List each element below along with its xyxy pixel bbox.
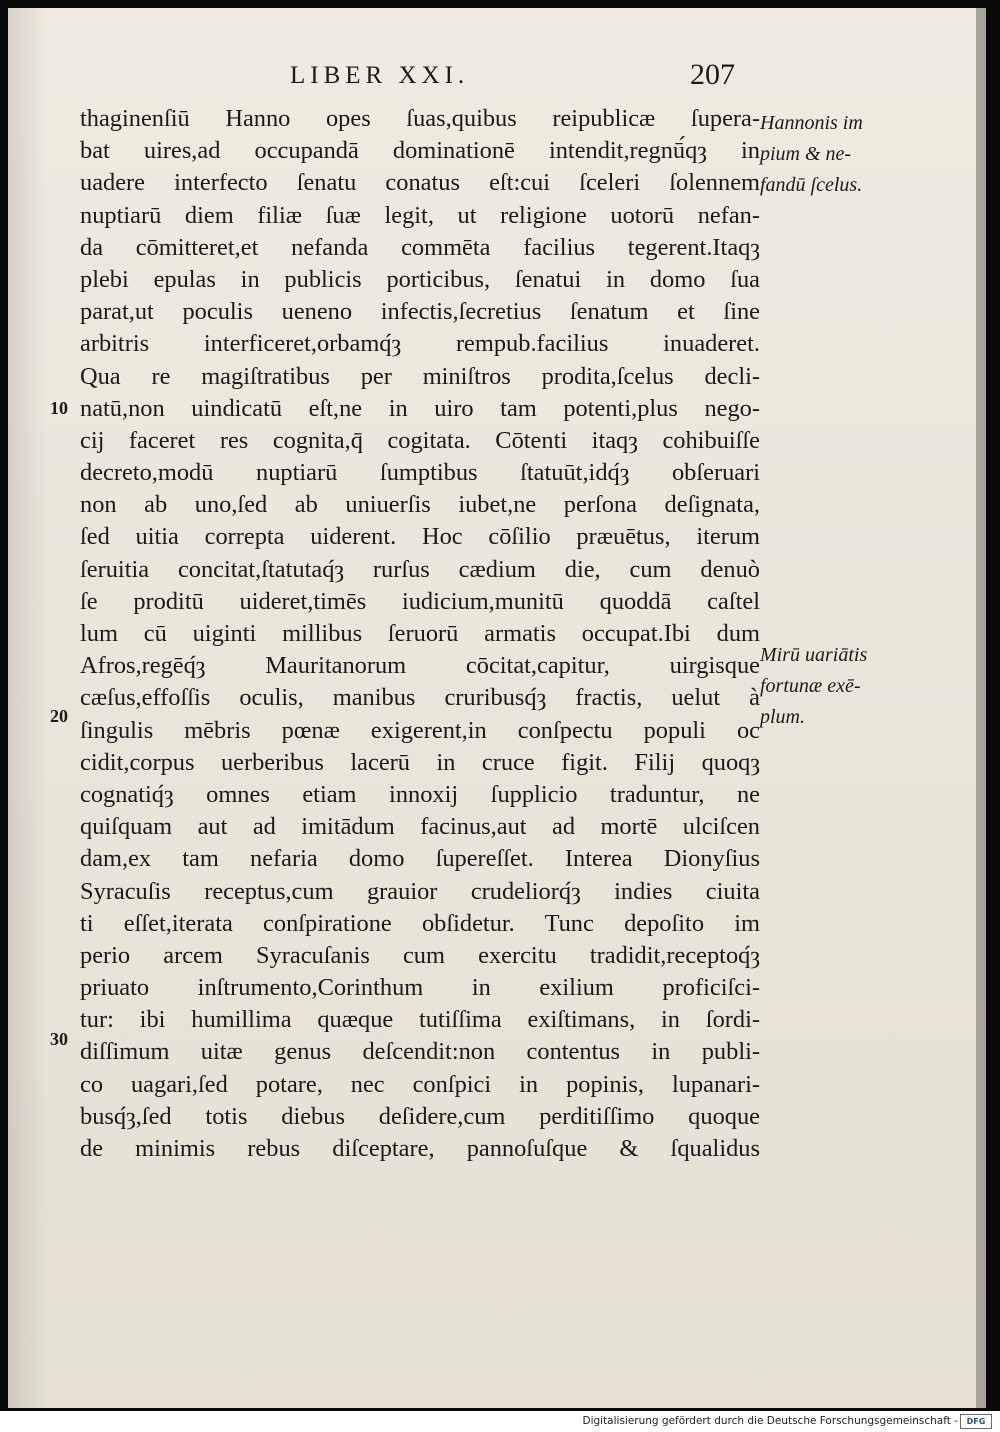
- page-edge: [976, 8, 986, 1408]
- text-line: Afros,regēq́ȝ Mauritanorum cōcitat,capitur, uirgisque: [80, 652, 760, 680]
- running-head: LIBER XXI.: [290, 62, 470, 89]
- text-line: cognatiq́ȝ omnes etiam innoxij ſupplicio traduntur, ne: [80, 780, 760, 808]
- marginal-note-fortune: [760, 640, 867, 733]
- text-line: natū,non uindicatū eſt,ne in uiro tam potenti,plus nego-: [80, 394, 760, 422]
- line-number-10: 10: [50, 398, 68, 418]
- body-text: [80, 103, 760, 1165]
- text-line: thaginenſiū Hanno opes ſuas,quibus reipublicæ ſupera-: [80, 105, 760, 132]
- text-line: arbitris interficeret,orbamq́ȝ rempub.facilius inuaderet.: [80, 330, 760, 358]
- text-line: perio arcem Syracuſanis cum exercitu tradidit,receptoq́ȝ: [80, 941, 760, 969]
- marginal-note-line: Mirū uariātis: [760, 644, 868, 666]
- text-line: cidit,corpus uerberibus lacerū in cruce figit. Filij quoqȝ: [80, 748, 760, 776]
- text-line: decreto,modū nuptiarū ſumptibus ſtatuūt,idq́ȝ obſeruari: [80, 459, 760, 487]
- text-line: busq́ȝ,ſed totis diebus deſidere,cum perditiſſimo quoque: [80, 1102, 760, 1130]
- text-line: nuptiarū diem filiæ ſuæ legit, ut religione uotorū nefan-: [80, 201, 760, 229]
- text-line: parat,ut poculis ueneno infectis,ſecretius ſenatum et ſine: [80, 298, 760, 326]
- marginal-note-line: Hannonis im: [760, 112, 863, 134]
- marginal-note-line: fortunæ exē-: [760, 675, 861, 697]
- text-line: uadere interfecto ſenatu conatus eſt:cui ſceleri ſolennem: [80, 169, 760, 197]
- text-line: de minimis rebus diſceptare, pannoſuſque & ſqualidus: [80, 1135, 760, 1162]
- text-line: quiſquam aut ad imitādum facinus,aut ad mortē ulciſcen: [80, 813, 760, 841]
- text-line: plebi epulas in publicis porticibus, ſenatui in domo ſua: [80, 265, 760, 293]
- text-line: ti eſſet,iterata conſpiratione obſidetur. Tunc depoſito im: [80, 909, 760, 937]
- text-line: lum cū uiginti millibus ſeruorū armatis occupat.Ibi dum: [80, 620, 760, 647]
- digitization-credit: Digitalisierung gefördert durch die Deutsche Forschungsgemeinschaft -: [582, 1415, 958, 1427]
- marginal-note-hanno: [760, 108, 863, 201]
- text-line: Qua re magiſtratibus per miniſtros prodita,ſcelus decli-: [80, 362, 760, 390]
- text-line: ſed uitia correpta uiderent. Hoc cōſilio præuētus, iterum: [80, 523, 760, 551]
- text-line: da cōmitteret,et nefanda commēta facilius tegerent.Itaqȝ: [80, 233, 760, 261]
- text-line: co uagari,ſed potare, nec conſpici in popinis, lupanari-: [80, 1070, 760, 1098]
- text-line: diſſimum uitæ genus deſcendit:non contentus in publi-: [80, 1038, 760, 1066]
- text-line: ſingulis mēbris pœnæ exigerent,in conſpectu populi oc: [80, 716, 760, 744]
- text-line: cæſus,effoſſis oculis, manibus cruribusq́ȝ fractis, uelut à: [80, 684, 760, 712]
- text-line: bat uires,ad occupandā dominationē intendit,regnū́qȝ in: [80, 137, 760, 165]
- text-line: cij faceret res cognita,q̄ cogitata. Cōtenti itaqȝ cohibuiſſe: [80, 426, 760, 454]
- text-line: priuato inſtrumento,Corinthum in exilium proficiſci-: [80, 974, 760, 1002]
- marginal-note-line: plum.: [760, 706, 805, 728]
- marginal-note-line: fandū ſcelus.: [760, 174, 863, 196]
- page-number: 207: [690, 58, 735, 91]
- text-line: Syracuſis receptus,cum grauior crudeliorq́ȝ indies ciuita: [80, 877, 760, 905]
- text-line: ſe proditū uideret,timēs iudicium,munitū quoddā caſtel: [80, 587, 760, 615]
- line-number-20: 20: [50, 706, 68, 726]
- line-number-30: 30: [50, 1029, 68, 1049]
- text-line: dam,ex tam nefaria domo ſupereſſet. Interea Dionyſius: [80, 845, 760, 873]
- dfg-logo: DFG: [960, 1414, 992, 1429]
- text-line: tur: ibi humillima quæque tutiſſima exiſtimans, in ſordi-: [80, 1006, 760, 1034]
- text-line: ſeruitia concitat,ſtatutaq́ȝ rurſus cædium die, cum denuò: [80, 555, 760, 583]
- marginal-note-line: pium & ne-: [760, 143, 852, 165]
- text-line: non ab uno,ſed ab uniuerſis iubet,ne perſona deſignata,: [80, 491, 760, 519]
